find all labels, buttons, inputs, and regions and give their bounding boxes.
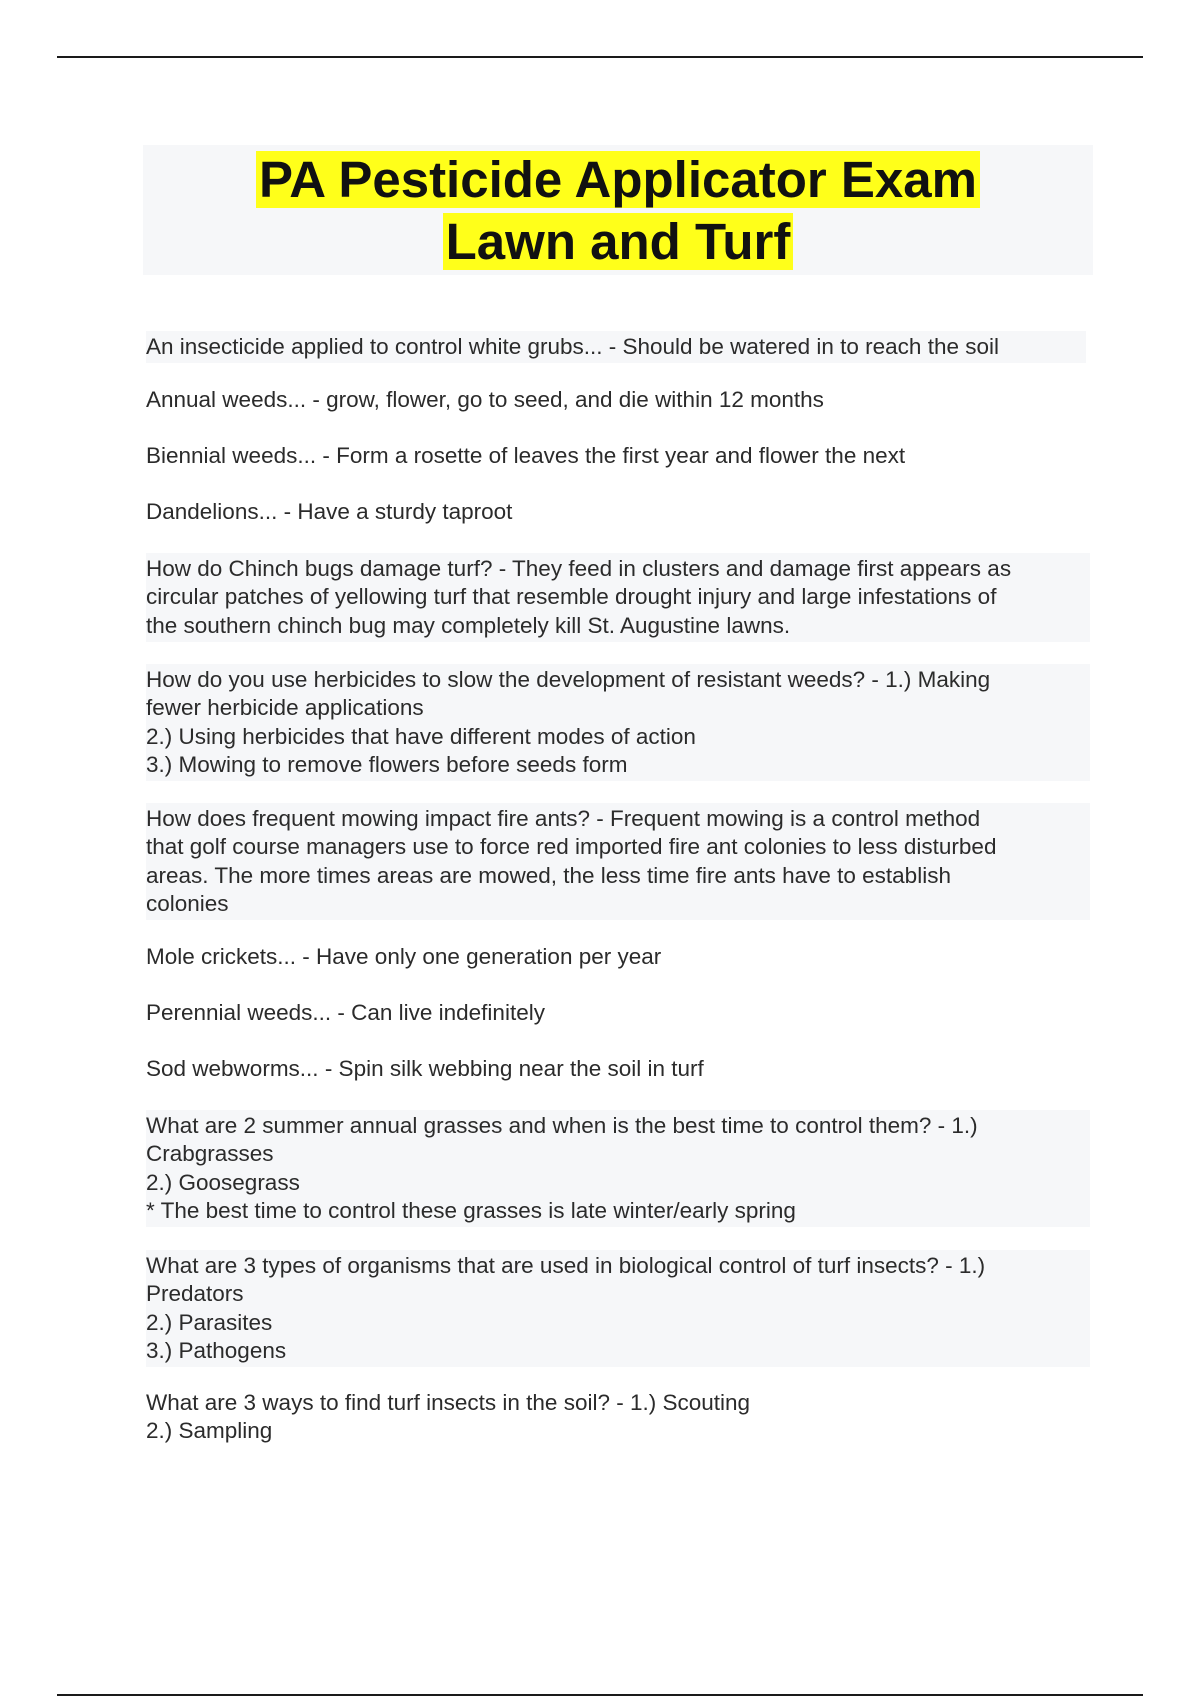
qa-line: 3.) Mowing to remove flowers before seeds form	[146, 751, 628, 777]
qa-line: Dandelions... - Have a sturdy taproot	[146, 499, 513, 524]
qa-item	[146, 498, 1086, 526]
qa-line: Annual weeds... - grow, flower, go to seed, and die within 12 months	[146, 387, 824, 412]
bottom-rule	[57, 1694, 1143, 1696]
qa-item	[146, 1055, 1086, 1083]
qa-line: Crabgrasses	[146, 1141, 274, 1167]
qa-item	[146, 442, 1086, 470]
qa-line: Perennial weeds... - Can live indefinitely	[146, 1000, 545, 1025]
qa-line: 2.) Using herbicides that have different modes of action	[146, 723, 696, 749]
qa-line: 2.) Sampling	[146, 1418, 273, 1444]
qa-line: Sod webworms... - Spin silk webbing near the soil in turf	[146, 1056, 704, 1081]
qa-line: * The best time to control these grasses is late winter/early spring	[146, 1197, 796, 1223]
qa-item	[146, 386, 1086, 414]
qa-line: How do Chinch bugs damage turf? - They feed in clusters and damage first appears as	[146, 556, 1012, 581]
qa-line: Predators	[146, 1281, 244, 1307]
qa-item	[146, 1389, 1086, 1446]
qa-line: that golf course managers use to force red imported fire ant colonies to less disturbed	[146, 834, 997, 860]
qa-item	[146, 1110, 1090, 1227]
qa-line: 2.) Goosegrass	[146, 1169, 300, 1195]
qa-line: the southern chinch bug may completely kill St. Augustine lawns.	[146, 612, 791, 638]
page-title	[143, 145, 1093, 273]
qa-line: fewer herbicide applications	[146, 695, 424, 721]
qa-line: 2.) Parasites	[146, 1309, 273, 1335]
qa-line: 3.) Pathogens	[146, 1337, 287, 1363]
qa-item	[146, 803, 1090, 920]
top-rule	[57, 56, 1143, 58]
qa-line: What are 2 summer annual grasses and when is the best time to control them? - 1.)	[146, 1113, 978, 1138]
qa-line: What are 3 ways to find turf insects in the soil? - 1.) Scouting	[146, 1390, 751, 1415]
title-line-1: PA Pesticide Applicator Exam	[256, 151, 980, 208]
title-line-2: Lawn and Turf	[443, 213, 794, 270]
qa-item	[146, 331, 1086, 363]
qa-line: circular patches of yellowing turf that resemble drought injury and large infestations of	[146, 584, 997, 610]
qa-line: areas. The more times areas are mowed, the less time fire ants have to establish	[146, 862, 951, 888]
qa-line: What are 3 types of organisms that are used in biological control of turf insects? - 1.)	[146, 1253, 986, 1278]
qa-item	[146, 1250, 1090, 1367]
qa-item	[146, 943, 1086, 971]
qa-line: Mole crickets... - Have only one generation per year	[146, 944, 662, 969]
qa-line: How do you use herbicides to slow the development of resistant weeds? - 1.) Making	[146, 667, 991, 692]
qa-item	[146, 664, 1090, 781]
qa-line: colonies	[146, 890, 229, 916]
qa-item	[146, 999, 1086, 1027]
qa-line: An insecticide applied to control white grubs... - Should be watered in to reach the soil	[146, 331, 1086, 363]
qa-item	[146, 553, 1090, 642]
qa-line: How does frequent mowing impact fire ants? - Frequent mowing is a control method	[146, 806, 981, 831]
title-box	[143, 145, 1093, 275]
qa-line: Biennial weeds... - Form a rosette of leaves the first year and flower the next	[146, 443, 906, 468]
